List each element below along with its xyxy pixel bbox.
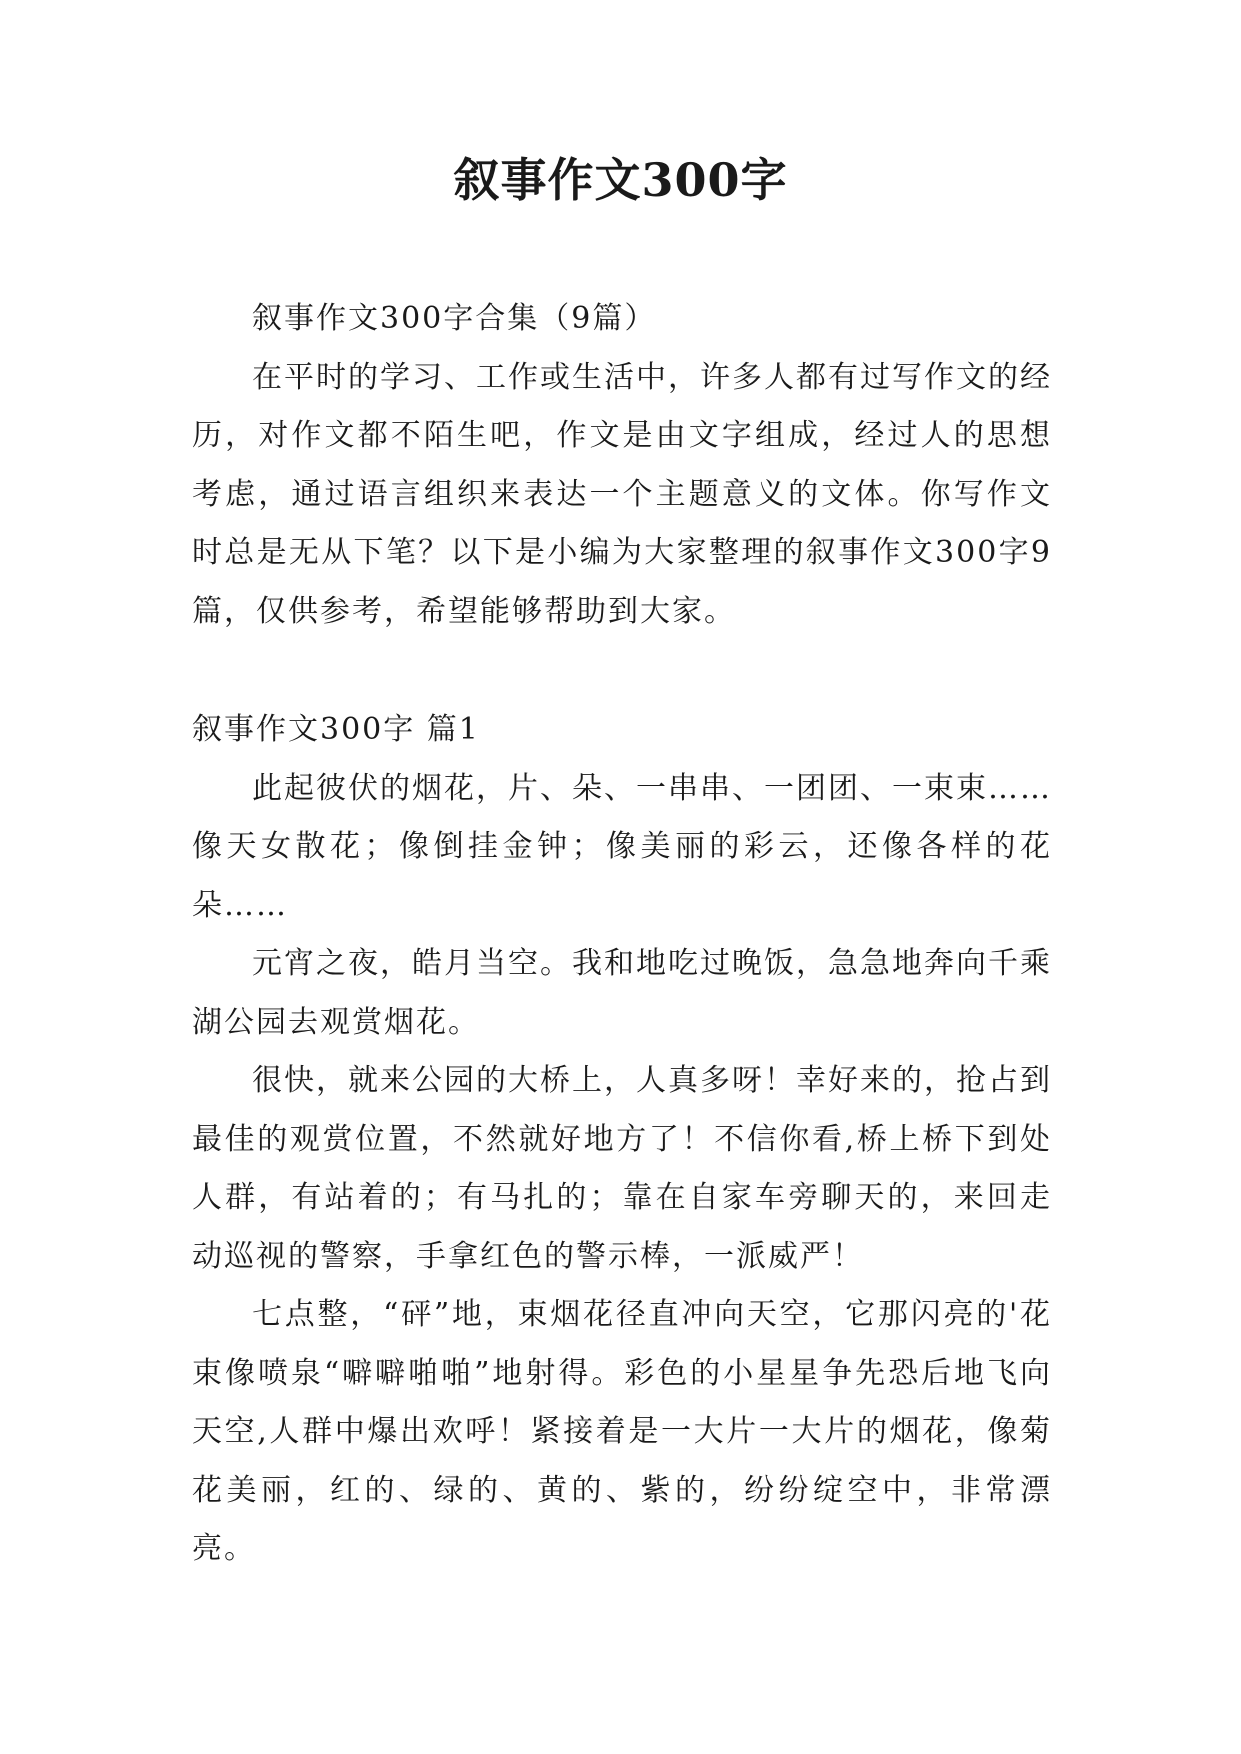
body-paragraph: 此起彼伏的烟花，片、朵、一串串、一团团、一束束……像天女散花；像倒挂金钟；像美丽的彩云，还像各样的花朵…… [192, 770, 1052, 923]
body-paragraph: 七点整，“砰”地，束烟花径直冲向天空，它那闪亮的'花束像喷泉“噼噼啪啪”地射得。彩色的小星星争先恐后地飞向天空,人群中爆出欢呼！紧接着是一大片一大片的烟花，像菊花美丽，红的、绿的、黄的、紫的，纷纷绽空中，非常漂亮。 [192, 1297, 1052, 1566]
body-paragraph: 很快，就来公园的大桥上，人真多呀！幸好来的，抢占到最佳的观赏位置，不然就好地方了！不信你看,桥上桥下到处人群，有站着的；有马扎的；靠在自家车旁聊天的，来回走动巡视的警察，手拿红色的警示棒，一派威严！ [192, 1063, 1052, 1274]
intro-paragraph: 在平时的学习、工作或生活中，许多人都有过写作文的经历，对作文都不陌生吧，作文是由文字组成，经过人的思想考虑，通过语言组织来表达一个主题意义的文体。你写作文时总是无从下笔？以下是小编为大家整理的叙事作文300字9篇，仅供参考，希望能够帮助到大家。 [192, 359, 1052, 629]
collection-subtitle: 叙事作文300字合集（9篇） [252, 301, 657, 336]
section-heading: 叙事作文300字 篇1 [192, 712, 480, 747]
document-title: 叙事作文300字 [453, 153, 788, 207]
document-body [192, 290, 1052, 1579]
body-paragraph: 元宵之夜，皓月当空。我和地吃过晚饭，急急地奔向千乘湖公园去观赏烟花。 [192, 946, 1052, 1040]
